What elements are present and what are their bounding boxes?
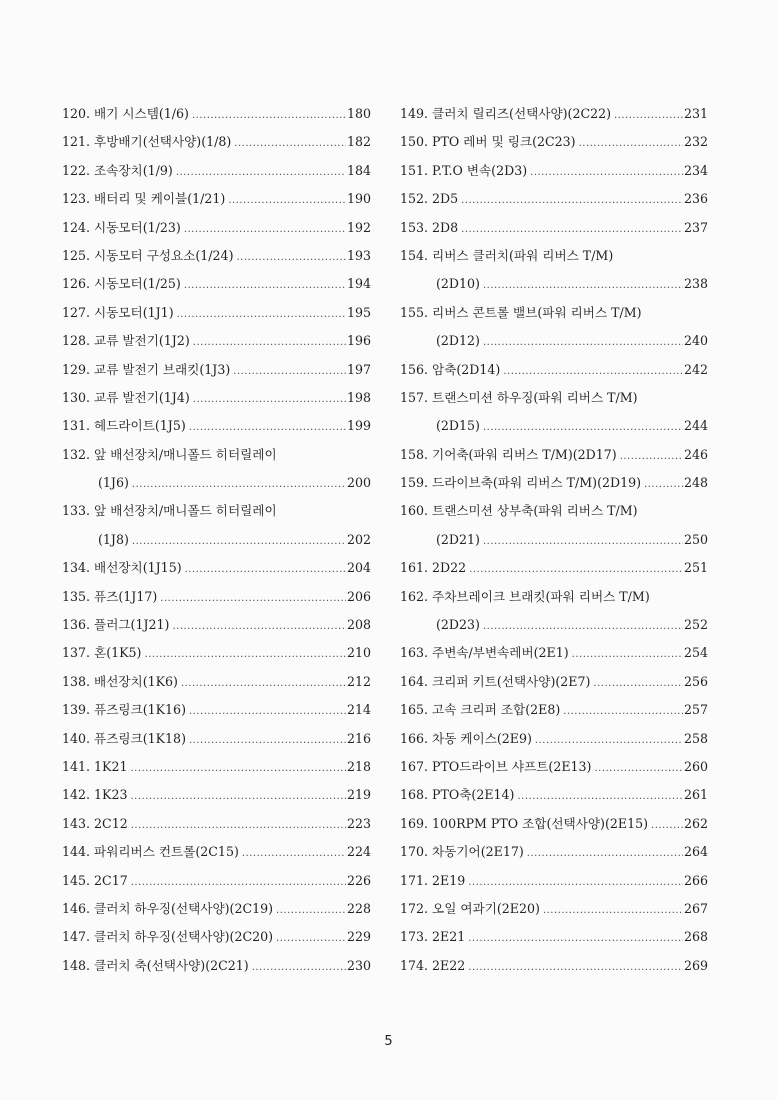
- toc-entry-page: 267: [683, 900, 708, 916]
- toc-entry-page: 251: [683, 560, 708, 576]
- dot-leader: [252, 954, 346, 982]
- toc-entry-title: 143. 2C12: [62, 815, 128, 831]
- dot-leader: [468, 869, 683, 897]
- toc-entry-page: 252: [683, 617, 708, 633]
- dot-leader: [189, 727, 346, 755]
- toc-entry: [400, 781, 708, 809]
- toc-entry-continuation: [400, 611, 708, 639]
- toc-entry: [62, 753, 371, 781]
- toc-entry: [400, 895, 708, 923]
- toc-entry-title: (2D10): [436, 276, 480, 292]
- dot-leader: [461, 216, 683, 244]
- toc-entry-page: 218: [346, 758, 371, 774]
- dot-leader: [276, 897, 346, 925]
- toc-entry-page: 194: [346, 276, 371, 292]
- toc-entry-title: 126. 시동모터(1/25): [62, 276, 181, 292]
- toc-entry-page: 193: [346, 247, 371, 263]
- toc-entry-title: (1J6): [98, 475, 129, 491]
- dot-leader: [181, 670, 346, 698]
- toc-entry-page: 260: [683, 758, 708, 774]
- toc-right-column: [400, 100, 708, 980]
- toc-entry-title: 150. PTO 레버 및 링크(2C23): [400, 134, 576, 150]
- dot-leader: [242, 840, 346, 868]
- toc-left-column: [62, 100, 371, 980]
- toc-entry-page: 246: [683, 446, 708, 462]
- toc-entry: [62, 384, 371, 412]
- toc-entry-title: 141. 1K21: [62, 758, 128, 774]
- toc-entry-page: 182: [346, 134, 371, 150]
- toc-entry-title: 128. 교류 발전기(1J2): [62, 333, 190, 349]
- toc-entry-title: 152. 2D5: [400, 191, 459, 207]
- toc-entry: [62, 128, 371, 156]
- toc-entry: [400, 725, 708, 753]
- dot-leader: [184, 216, 346, 244]
- toc-entry-title: 139. 퓨즈링크(1K16): [62, 702, 186, 718]
- toc-entry-title: 169. 100RPM PTO 조합(선택사양)(2E15): [400, 815, 649, 831]
- toc-entry: [62, 810, 371, 838]
- dot-leader: [594, 755, 682, 783]
- toc-entry: [62, 554, 371, 582]
- dot-leader: [563, 698, 683, 726]
- toc-entry: [62, 441, 371, 469]
- dot-leader: [469, 556, 683, 584]
- toc-entry: [62, 270, 371, 298]
- dot-leader: [483, 272, 683, 300]
- dot-leader: [131, 812, 346, 840]
- toc-entry: [400, 441, 708, 469]
- toc-entry: [62, 356, 371, 384]
- toc-entry-title: 144. 파워리버스 컨트롤(2C15): [62, 844, 239, 860]
- dot-leader: [483, 528, 683, 556]
- toc-entry-title: (2D15): [436, 418, 480, 434]
- toc-entry-page: 266: [683, 872, 708, 888]
- toc-entry-page: 190: [346, 191, 371, 207]
- toc-entry-title: 151. P.T.O 변속(2D3): [400, 162, 528, 178]
- toc-entry: [62, 867, 371, 895]
- toc-entry-page: 262: [683, 815, 708, 831]
- dot-leader: [579, 130, 683, 158]
- toc-entry-page: 223: [346, 815, 371, 831]
- toc-entry-page: 254: [683, 645, 708, 661]
- toc-entry-title: 170. 차동기어(2E17): [400, 844, 524, 860]
- toc-entry-title: 121. 후방배기(선택사양)(1/8): [62, 134, 232, 150]
- toc-entry: [62, 639, 371, 667]
- toc-entry-continuation: [400, 526, 708, 554]
- toc-entry-title: 135. 퓨즈(1J17): [62, 588, 158, 604]
- toc-entry-title: 154. 리버스 클러치(파워 리버스 T/M): [400, 247, 614, 263]
- toc-entry-page: 248: [683, 475, 708, 491]
- dot-leader: [572, 641, 683, 669]
- toc-entry-continuation: [400, 270, 708, 298]
- toc-entry-title: 138. 배선장치(1K6): [62, 673, 178, 689]
- toc-entry: [62, 214, 371, 242]
- toc-entry-title: 130. 교류 발전기(1J4): [62, 389, 190, 405]
- toc-entry-title: (1J8): [98, 531, 129, 547]
- dot-leader: [228, 187, 346, 215]
- toc-entry-continuation: [62, 469, 371, 497]
- toc-entry-title: 171. 2E19: [400, 872, 466, 888]
- toc-entry-title: 136. 플러그(1J21): [62, 617, 170, 633]
- toc-entry-title: (2D23): [436, 617, 480, 633]
- dot-leader: [234, 130, 346, 158]
- toc-entry-title: 163. 주변속/부변속레버(2E1): [400, 645, 569, 661]
- toc-entry-page: 228: [346, 900, 371, 916]
- toc-entry-page: 210: [346, 645, 371, 661]
- dot-leader: [593, 670, 683, 698]
- toc-entry: [400, 668, 708, 696]
- toc-entry-title: 120. 배기 시스템(1/6): [62, 106, 189, 121]
- toc-entry-title: 124. 시동모터(1/23): [62, 219, 181, 235]
- toc-entry: [400, 469, 708, 497]
- toc-entry-title: 127. 시동모터(1J1): [62, 304, 174, 320]
- toc-entry-title: 129. 교류 발전기 브래킷(1J3): [62, 361, 231, 377]
- dot-leader: [530, 159, 683, 187]
- toc-entry-title: 165. 고속 크리퍼 조합(2E8): [400, 702, 561, 718]
- dot-leader: [543, 897, 683, 925]
- toc-entry-page: 240: [683, 333, 708, 349]
- toc-entry-title: 157. 트랜스미션 하우징(파워 리버스 T/M): [400, 389, 638, 405]
- toc-entry-page: 208: [346, 617, 371, 633]
- toc-entry: [400, 810, 708, 838]
- toc-entry-title: 145. 2C17: [62, 872, 128, 888]
- toc-entry-title: 174. 2E22: [400, 957, 466, 973]
- toc-entry-title: 142. 1K23: [62, 787, 128, 803]
- toc-entry: [400, 497, 708, 525]
- toc-entry-page: 258: [683, 730, 708, 746]
- page-number: 5: [384, 1034, 393, 1049]
- toc-entry-page: 268: [683, 929, 708, 945]
- dot-leader: [176, 159, 346, 187]
- toc-entry: [400, 952, 708, 980]
- dot-leader: [236, 244, 345, 272]
- toc-entry: [62, 242, 371, 270]
- toc-entry: [62, 696, 371, 724]
- toc-entry-page: 195: [346, 304, 371, 320]
- toc-entry: [62, 100, 371, 128]
- toc-entry-title: 132. 앞 배선장치/매니폴드 히터릴레이: [62, 446, 277, 462]
- toc-entry-page: 216: [346, 730, 371, 746]
- toc-entry-page: 204: [346, 560, 371, 576]
- toc-entry-title: 155. 리버스 콘트롤 밸브(파워 리버스 T/M): [400, 304, 642, 320]
- toc-entry: [62, 327, 371, 355]
- toc-entry-title: 164. 크리퍼 키트(선택사양)(2E7): [400, 673, 591, 689]
- toc-entry-title: 123. 배터리 및 케이블(1/21): [62, 191, 226, 207]
- dot-leader: [483, 613, 683, 641]
- toc-entry: [62, 299, 371, 327]
- toc-entry: [400, 214, 708, 242]
- toc-entry-title: 166. 차동 케이스(2E9): [400, 730, 532, 746]
- toc-entry: [62, 838, 371, 866]
- dot-leader: [468, 925, 683, 953]
- toc-entry-title: (2D12): [436, 333, 480, 349]
- toc-entry: [62, 185, 371, 213]
- toc-entry: [400, 128, 708, 156]
- toc-entry-page: 264: [683, 844, 708, 860]
- toc-entry-title: 158. 기어축(파워 리버스 T/M)(2D17): [400, 446, 617, 462]
- toc-entry-page: 229: [346, 929, 371, 945]
- dot-leader: [503, 358, 683, 386]
- toc-entry-title: 140. 퓨즈링크(1K18): [62, 730, 186, 746]
- toc-entry-page: 192: [346, 219, 371, 235]
- toc-entry: [400, 583, 708, 611]
- toc-entry-title: 137. 혼(1K5): [62, 645, 142, 661]
- toc-entry-page: 202: [346, 531, 371, 547]
- dot-leader: [517, 783, 682, 811]
- toc-entry: [400, 838, 708, 866]
- toc-entry-page: 214: [346, 702, 371, 718]
- toc-entry-title: 156. 암축(2D14): [400, 361, 501, 377]
- dot-leader: [193, 329, 346, 357]
- dot-leader: [185, 556, 346, 584]
- dot-leader: [483, 414, 683, 442]
- dot-leader: [614, 102, 683, 130]
- toc-entry: [62, 412, 371, 440]
- toc-entry-title: 146. 클러치 하우징(선택사양)(2C19): [62, 900, 274, 916]
- toc-entry-page: 231: [683, 106, 708, 121]
- dot-leader: [172, 613, 345, 641]
- toc-entry-title: 161. 2D22: [400, 560, 467, 576]
- toc-entry: [62, 952, 371, 980]
- toc-entry-title: 122. 조속장치(1/9): [62, 162, 173, 178]
- toc-entry: [400, 639, 708, 667]
- toc-entry: [400, 157, 708, 185]
- toc-entry: [400, 185, 708, 213]
- toc-entry: [400, 384, 708, 412]
- dot-leader: [468, 954, 683, 982]
- toc-entry-page: 261: [683, 787, 708, 803]
- toc-entry-page: 250: [683, 531, 708, 547]
- dot-leader: [461, 187, 683, 215]
- toc-entry-title: 173. 2E21: [400, 929, 466, 945]
- dot-leader: [132, 471, 346, 499]
- toc-entry-page: 226: [346, 872, 371, 888]
- dot-leader: [233, 358, 346, 386]
- toc-entry-page: 269: [683, 957, 708, 973]
- toc-entry: [62, 497, 371, 525]
- dot-leader: [192, 102, 346, 130]
- dot-leader: [276, 925, 346, 953]
- toc-entry: [400, 753, 708, 781]
- toc-entry-page: 206: [346, 588, 371, 604]
- dot-leader: [177, 301, 346, 329]
- dot-leader: [189, 414, 346, 442]
- toc-entry-page: 232: [683, 134, 708, 150]
- toc-entry-title: 159. 드라이브축(파워 리버스 T/M)(2D19): [400, 475, 642, 491]
- toc-entry-title: 162. 주차브레이크 브래킷(파워 리버스 T/M): [400, 588, 650, 604]
- toc-entry-page: 197: [346, 361, 371, 377]
- dot-leader: [189, 698, 346, 726]
- toc-entry-page: 212: [346, 673, 371, 689]
- toc-entry-title: 125. 시동모터 구성요소(1/24): [62, 247, 234, 263]
- toc-entry-page: 184: [346, 162, 371, 178]
- toc-entry: [62, 725, 371, 753]
- toc-entry-title: 167. PTO드라이브 샤프트(2E13): [400, 758, 592, 774]
- toc-entry-page: 230: [346, 957, 371, 973]
- dot-leader: [160, 585, 346, 613]
- toc-entry-page: 198: [346, 389, 371, 405]
- dot-leader: [144, 641, 345, 669]
- dot-leader: [651, 812, 683, 840]
- toc-entry-title: 153. 2D8: [400, 219, 459, 235]
- toc-entry-title: (2D21): [436, 531, 480, 547]
- toc-entry-continuation: [400, 412, 708, 440]
- toc-entry-title: 134. 배선장치(1J15): [62, 560, 182, 576]
- toc-entry: [62, 157, 371, 185]
- toc-entry: [400, 923, 708, 951]
- dot-leader: [644, 471, 683, 499]
- toc-entry-page: 234: [683, 162, 708, 178]
- toc-entry-page: 199: [346, 418, 371, 434]
- toc-entry: [400, 696, 708, 724]
- toc-entry-page: 257: [683, 702, 708, 718]
- toc-entry: [400, 867, 708, 895]
- dot-leader: [527, 840, 683, 868]
- toc-entry-page: 236: [683, 191, 708, 207]
- dot-leader: [131, 869, 346, 897]
- dot-leader: [535, 727, 683, 755]
- toc-entry-continuation: [62, 526, 371, 554]
- toc-entry: [400, 299, 708, 327]
- toc-entry-page: 180: [346, 106, 371, 121]
- toc-entry: [62, 611, 371, 639]
- toc-entry-title: 147. 클러치 하우징(선택사양)(2C20): [62, 929, 274, 945]
- toc-entry-continuation: [400, 327, 708, 355]
- toc-entry-title: 172. 오일 여과기(2E20): [400, 900, 540, 916]
- toc-entry-page: 219: [346, 787, 371, 803]
- toc-entry-title: 148. 클러치 축(선택사양)(2C21): [62, 957, 249, 973]
- toc-entry: [62, 923, 371, 951]
- dot-leader: [193, 386, 346, 414]
- toc-entry-page: 256: [683, 673, 708, 689]
- dot-leader: [184, 272, 346, 300]
- toc-entry-title: 168. PTO축(2E14): [400, 787, 515, 803]
- toc-entry: [62, 583, 371, 611]
- toc-entry: [400, 554, 708, 582]
- toc-entry-page: 224: [346, 844, 371, 860]
- dot-leader: [483, 329, 683, 357]
- toc-entry-title: 160. 트랜스미션 상부축(파워 리버스 T/M): [400, 503, 638, 519]
- toc-entry-title: 133. 앞 배선장치/매니폴드 히터릴레이: [62, 503, 277, 519]
- toc-entry-title: 131. 헤드라이트(1J5): [62, 418, 186, 434]
- toc-entry: [400, 242, 708, 270]
- toc-entry: [62, 895, 371, 923]
- toc-entry: [400, 100, 708, 128]
- toc-entry-title: 149. 클러치 릴리즈(선택사양)(2C22): [400, 106, 612, 121]
- toc-entry-page: 242: [683, 361, 708, 377]
- toc-entry-page: 196: [346, 333, 371, 349]
- dot-leader: [132, 528, 346, 556]
- toc-entry-page: 237: [683, 219, 708, 235]
- toc-entry-page: 200: [346, 475, 371, 491]
- toc-entry: [62, 781, 371, 809]
- toc-entry: [62, 668, 371, 696]
- toc-entry-page: 238: [683, 276, 708, 292]
- dot-leader: [620, 443, 683, 471]
- toc-entry-page: 244: [683, 418, 708, 434]
- dot-leader: [131, 783, 346, 811]
- dot-leader: [131, 755, 346, 783]
- toc-entry: [400, 356, 708, 384]
